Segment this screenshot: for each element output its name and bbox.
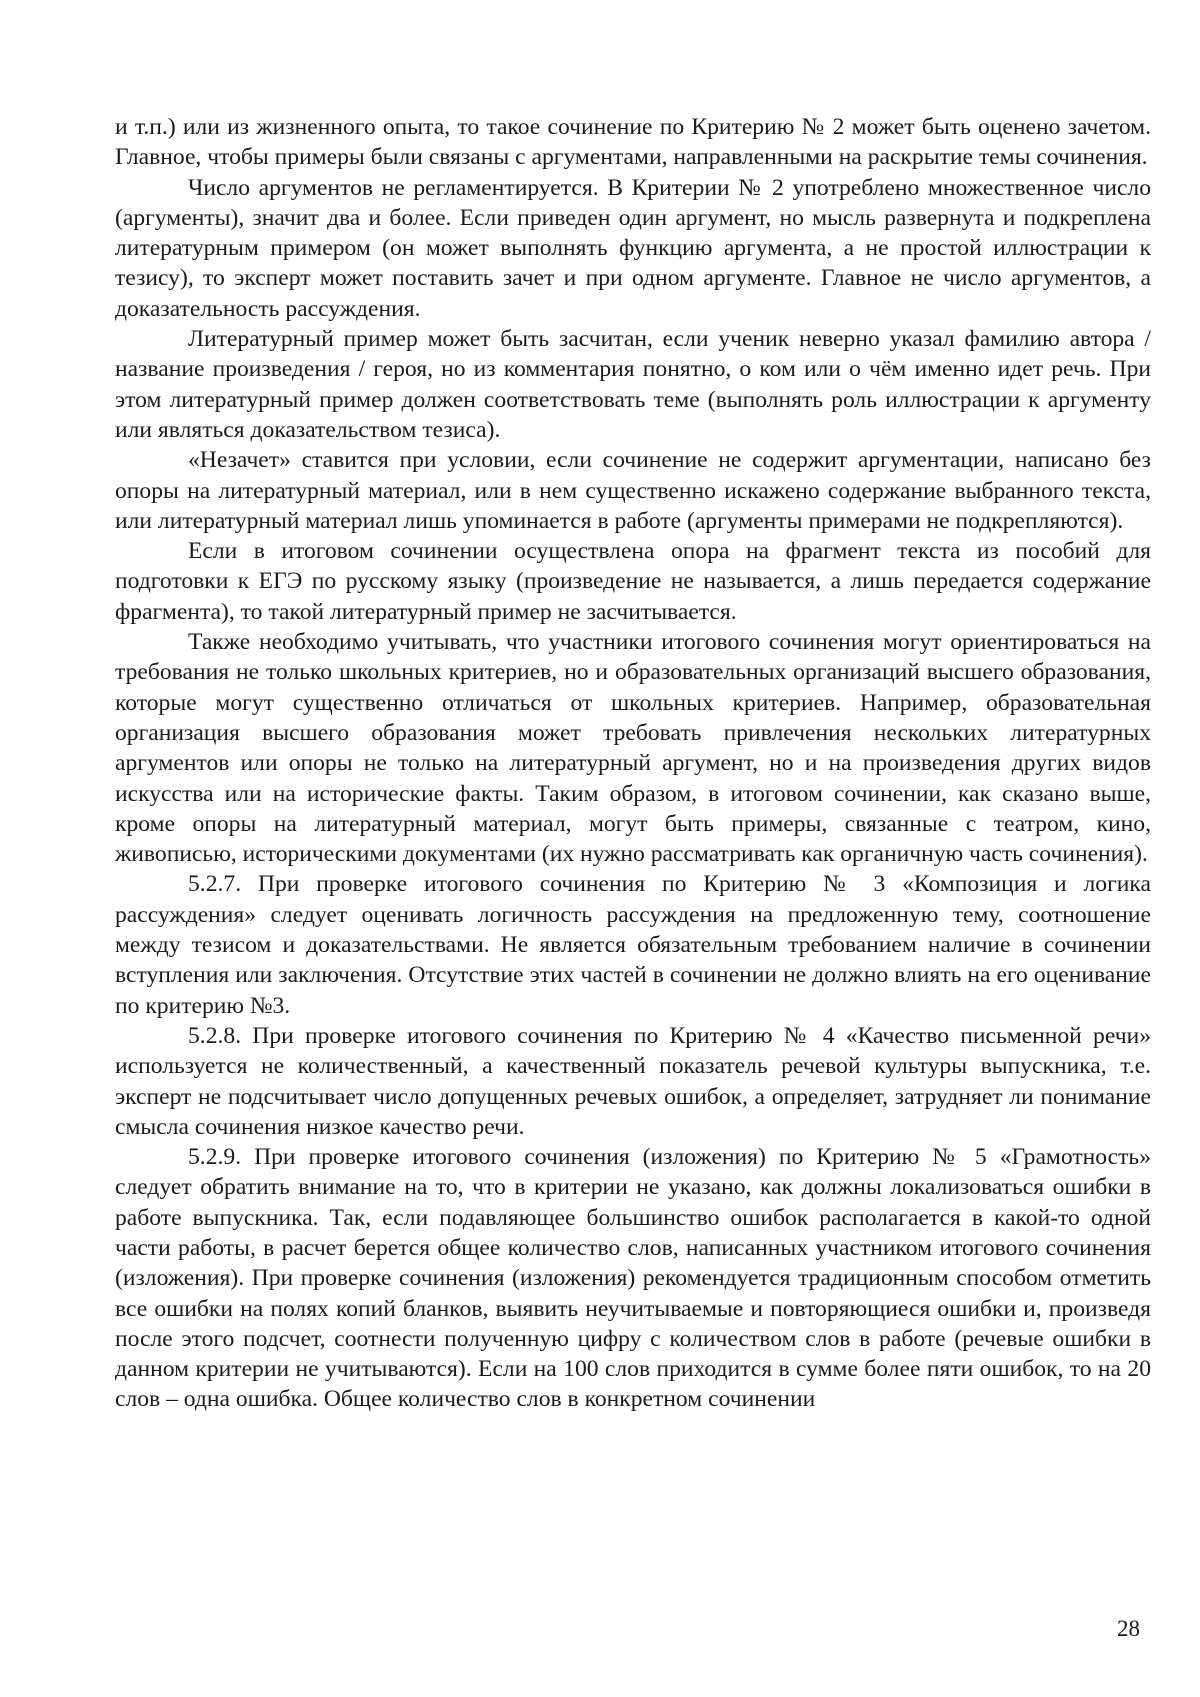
paragraph-ege-fragment: Если в итоговом сочинении осуществлена опора на фрагмент текста из пособий для подготовки к ЕГЭ по русскому языку (произведение не называется, а лишь передается содержание фрагмента), то такой литературный пример не засчитывается. xyxy=(115,538,1151,625)
paragraph-continuation: и т.п.) или из жизненного опыта, то такое сочинение по Критерию № 2 может быть оценено зачетом. Главное, чтобы примеры были связаны с аргументами, направленными на раскрытие темы сочинения. xyxy=(115,114,1151,171)
body-text xyxy=(115,112,1151,1415)
paragraph-higher-education: Также необходимо учитывать, что участники итогового сочинения могут ориентироваться на требования не только школьных критериев, но и образовательных организаций высшего образования, которые могут существенно отличаться от школьных критериев. Например, образовательная организация высшего образования может требовать привлечения нескольких литературных аргументов или опоры не только на литературный аргумент, но и на произведения других видов искусства или на исторические факты. Таким образом, в итоговом сочинении, как сказано выше, кроме опоры на литературный материал, могут быть примеры, связанные с театром, кино, живописью, историческими документами (их нужно рассматривать как органичную часть сочинения). xyxy=(115,629,1151,868)
paragraph-argument-count: Число аргументов не регламентируется. В Критерии № 2 употреблено множественное число (аргументы), значит два и более. Если приведен один аргумент, но мысль развернута и подкреплена литературным примером (он может выполнять функцию аргумента, а не простой иллюстрации к тезису), то эксперт может поставить зачет и при одном аргументе. Главное не число аргументов, а доказательность рассуждения. xyxy=(115,174,1151,322)
paragraph-fail-condition: «Незачет» ставится при условии, если сочинение не содержит аргументации, написано без опоры на литературный материал, или в нем существенно искажено содержание выбранного текста, или литературный материал лишь упоминается в работе (аргументы примерами не подкрепляются). xyxy=(115,447,1151,534)
paragraph-criterion-5: 5.2.9. При проверке итогового сочинения (изложения) по Критерию № 5 «Грамотность» следует обратить внимание на то, что в критерии не указано, как должны локализоваться ошибки в работе выпускника. Так, если подавляющее большинство ошибок располагается в какой-то одной части работы, в расчет берется общее количество слов, написанных участником итогового сочинения (изложения). При проверке сочинения (изложения) рекомендуется традиционным способом отметить все ошибки на полях копий бланков, выявить неучитываемые и повторяющиеся ошибки и, произведя после этого подсчет, соотнести полученную цифру с количеством слов в работе (речевые ошибки в данном критерии не учитываются). Если на 100 слов приходится в сумме более пяти ошибок, то на 20 слов – одна ошибка. Общее количество слов в конкретном сочинении xyxy=(115,1144,1151,1413)
page-number: 28 xyxy=(1117,1616,1140,1641)
paragraph-criterion-4: 5.2.8. При проверке итогового сочинения по Критерию № 4 «Качество письменной речи» используется не количественный, а качественный показатель речевой культуры выпускника, т.е. эксперт не подсчитывает число допущенных речевых ошибок, а определяет, затрудняет ли понимание смысла сочинения низкое качество речи. xyxy=(115,1022,1151,1140)
paragraph-criterion-3: 5.2.7. При проверке итогового сочинения по Критерию № 3 «Композиция и логика рассуждения» следует оценивать логичность рассуждения на предложенную тему, соотношение между тезисом и доказательствами. Не является обязательным требованием наличие в сочинении вступления или заключения. Отсутствие этих частей в сочинении не должно влиять на его оценивание по критерию №3. xyxy=(115,871,1151,1019)
paragraph-literary-example: Литературный пример может быть засчитан, если ученик неверно указал фамилию автора / название произведения / героя, но из комментария понятно, о ком или о чём именно идет речь. При этом литературный пример должен соответствовать теме (выполнять роль иллюстрации к аргументу или являться доказательством тезиса). xyxy=(115,326,1151,443)
